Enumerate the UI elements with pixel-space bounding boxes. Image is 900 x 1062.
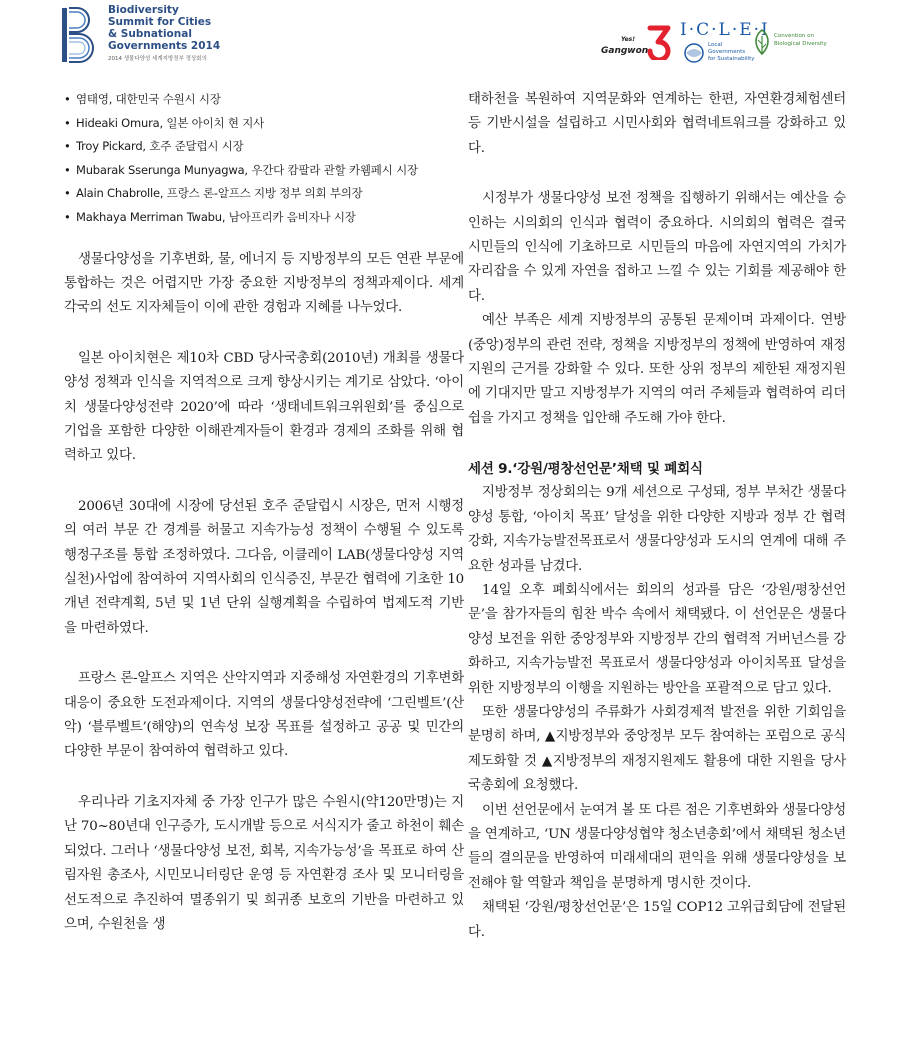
b-summit-logo-icon: [60, 4, 98, 66]
paragraph: 2006년 30대에 시장에 당선된 호주 준달럽시 시장은, 먼저 시행정의 여러 부문 간 경계를 허물고 지속가능성 정책이 수행될 수 있도록 행정구조를 통합 조정하였다. 그다음, 이클레이 LAB(생물다양성 지역실천)사업에 참여하여 지역사회의 인식증진, 부문간 협력에 기초한 10개년 전략계획, 5년 및 1년 단위 실행계획을 수립하여 법제도적 기반을 마련하였다.: [64, 498, 464, 636]
summit-korean-subtitle: 2014 생물다양성 세계지방정부 정상회의: [108, 56, 207, 62]
spacer: [64, 641, 464, 667]
paragraph: 또한 생물다양성의 주류화가 사회경제적 발전을 위한 기회임을 분명히 하며, ▲지방정부와 중앙정부 모두 참여하는 포럼으로 공식 제도화할 것 ▲지방정부의 재정지원제도 활용에 대한 지원을 당사국총회에 요청했다.: [468, 704, 846, 794]
paragraph: 시정부가 생물다양성 보전 정책을 집행하기 위해서는 예산을 승인하는 시의회의 인식과 협력이 중요하다. 시의회의 협력은 결국 시민들의 인식에 기초하므로 시민들의 마음에 자연지역의 가치가 자리잡을 수 있게 자연을 접하고 느낄 수 있는 기회를 제공해야 한다.: [468, 191, 846, 304]
cbd-text-line: Biological Diversity: [774, 41, 827, 47]
gangwon-word: Gangwon: [601, 46, 649, 56]
cbd-leaf-icon: [752, 28, 772, 56]
page-header: [0, 0, 900, 74]
iclei-sub-line: for Sustainability: [708, 56, 755, 62]
paragraph: 프랑스 론-알프스 지역은 산악지역과 지중해성 자연환경의 기후변화 대응이 중요한 도전과제이다. 지역의 생물다양성전략에 ‘그린벨트’(산악) ‘블루벨트’(해양)의 연속성 보장 목표를 설정하고 공공 및 민간의 다양한 부문이 참여하여 협력하고 있다.: [64, 671, 464, 760]
gangwon-yes-text: Yes!: [621, 36, 635, 43]
paragraph: 채택된 ‘강원/평창선언문’은 15일 COP12 고위급회담에 전달된다.: [468, 900, 846, 940]
cbd-text: [774, 32, 827, 48]
gangwon-logo: [601, 24, 675, 62]
iclei-wordmark: I·C·L·E·I: [680, 20, 770, 40]
summit-title-line: Summit for Cities: [108, 16, 212, 28]
paragraph: 예산 부족은 세계 지방정부의 공통된 문제이며 과제이다. 연방(중앙)정부의 관련 전략, 정책을 지방정부의 정책에 반영하여 재정지원의 근거를 강화할 수 있다. 또한 상위 정부의 제한된 재정지원에 기대지만 말고 지방정부가 지역의 여러 주체들과 협력하여 리더쉽을 가지고 정책을 입안해 주도해 가야 한다.: [468, 313, 846, 426]
iclei-logo-icon: [682, 42, 706, 64]
iclei-sub-line: Governments: [708, 49, 746, 55]
summit-title-line: Biodiversity: [108, 4, 179, 16]
list-item: • Mubarak Sserunga Munyagwa, 우간다 캄팔라 관할 카웸페시 시장: [64, 159, 464, 183]
gangwon-logo-icon: [647, 24, 673, 60]
paragraph: 일본 아이치현은 제10차 CBD 당사국총회(2010년) 개최를 생물다양성 정책과 인식을 지역적으로 크게 향상시키는 계기로 삼았다. ‘아이치 생물다양성전략 2020’에 따라 ‘생태네트워크위원회’를 중심으로 기업을 포함한 다양한 이해관계자들이 환경과 경제의 조화를 위해 협력하고 있다.: [64, 350, 464, 464]
paragraph: 14일 오후 폐회식에서는 회의의 성과를 담은 ‘강원/평창선언문’을 참가자들의 힘찬 박수 속에서 채택됐다. 이 선언문은 생물다양성 보전을 위한 중앙정부와 지방정부 간의 협력적 거버넌스를 강화하고, 지속가능발전 목표로서 생물다양성과 아이치목표 달성을 위한 지방정부의 이행을 지원하는 방안을 포괄적으로 담고 있다.: [468, 582, 846, 696]
iclei-logo: [680, 20, 770, 68]
list-item: • Makhaya Merriman Twabu, 남아프리카 음비자나 시장: [64, 206, 464, 230]
list-item: • 염태영, 대한민국 수원시 시장: [64, 88, 464, 112]
right-column: [468, 88, 846, 945]
cbd-logo: [752, 28, 862, 62]
list-item: • Hideaki Omura, 일본 아이치 현 지사: [64, 112, 464, 136]
summit-title: [108, 4, 220, 52]
list-item: • Alain Chabrolle, 프랑스 론-알프스 지방 정부 의회 부의장: [64, 182, 464, 206]
spacer: [64, 230, 464, 248]
spacer: [64, 321, 464, 347]
paragraph: 우리나라 기초지자체 중 가장 인구가 많은 수원시(약120만명)는 지난 70~80년대 인구증가, 도시개발 등으로 서식지가 줄고 하천이 훼손되었다. 그러나 ‘생물다양성 보전, 회복, 지속가능성’을 목표로 하여 산림자원 총조사, 시민모니터링단 운영 등 자연환경 조사 및 모니터링을 선도적으로 추진하여 멸종위기 및 희귀종 보호의 기반을 마련하고 있으며, 수원천을 생: [64, 794, 464, 932]
paragraph: 생물다양성을 기후변화, 물, 에너지 등 지방정부의 모든 연관 부문에 통합하는 것은 어렵지만 가장 중요한 지방정부의 정책과제이다. 세계 각국의 선도 지자체들이 이에 관한 경험과 지혜를 나누었다.: [64, 251, 464, 316]
paragraph: 이번 선언문에서 눈여겨 볼 또 다른 점은 기후변화와 생물다양성을 연계하고, ‘UN 생물다양성협약 청소년총회’에서 채택된 청소년들의 결의문을 반영하여 미래세대의 편익을 위해 생물다양성을 보전해야 할 역할과 책임을 분명하게 명시한 것이다.: [468, 802, 846, 891]
left-column: [64, 88, 464, 937]
section-title: 세션 9.‘강원/평창선언문’채택 및 폐회식: [468, 461, 703, 478]
spacer: [64, 765, 464, 791]
spacer: [468, 161, 846, 187]
spacer: [468, 431, 846, 457]
cbd-text-line: Convention on: [774, 33, 814, 39]
list-item: • Troy Pickard, 호주 준달럽시 시장: [64, 135, 464, 159]
participant-list: [64, 88, 464, 230]
summit-title-line: Governments 2014: [108, 40, 221, 52]
paragraph: 지방정부 정상회의는 9개 세션으로 구성돼, 정부 부처간 생물다양성 통합, ‘아이치 목표’ 달성을 위한 다양한 지방과 정부 간 협력 강화, 지속가능발전목표로서 생물다양성과 도시의 연계에 대해 주요한 성과를 남겼다.: [468, 485, 846, 574]
iclei-sub-line: Local: [708, 42, 723, 48]
summit-title-line: & Subnational: [108, 28, 192, 40]
paragraph: 태하천을 복원하여 지역문화와 연계하는 한편, 자연환경체험센터 등 기반시설을 설립하고 시민사회와 협력네트워크를 강화하고 있다.: [468, 92, 846, 156]
spacer: [64, 469, 464, 495]
iclei-subtitle: [708, 42, 755, 63]
